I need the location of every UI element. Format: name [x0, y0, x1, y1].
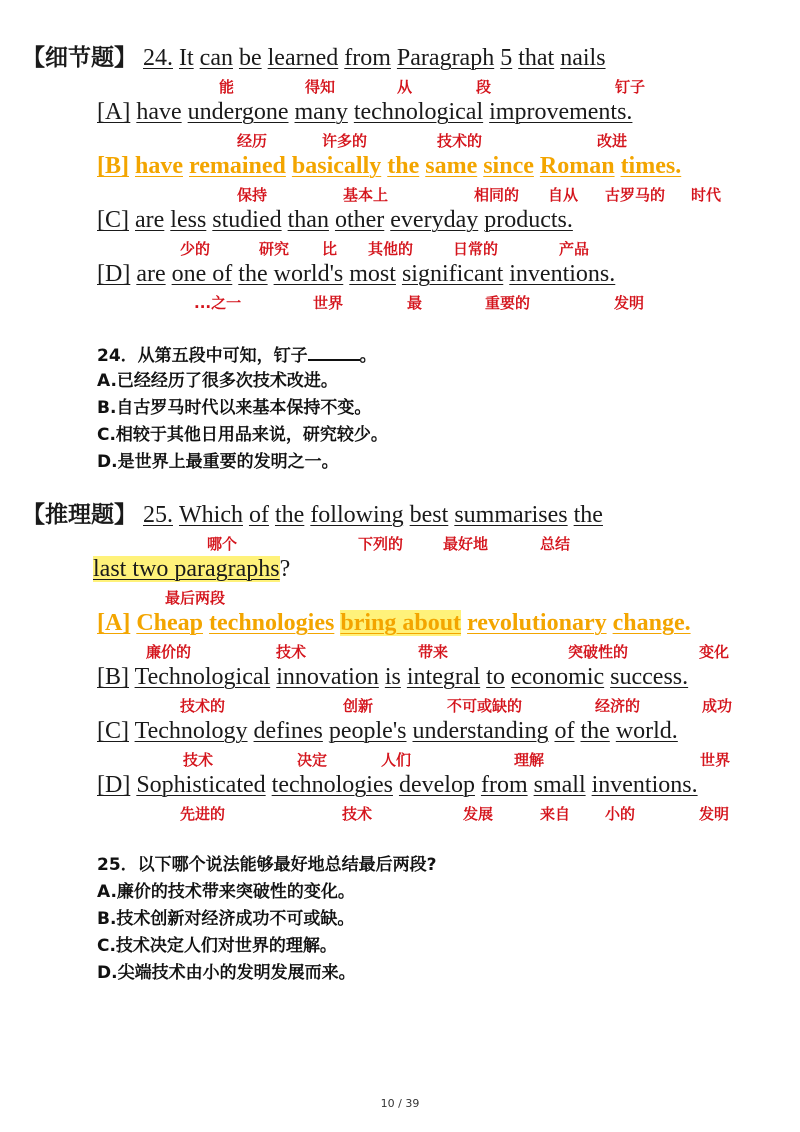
word: than	[287, 207, 329, 233]
gloss: 技术	[276, 643, 307, 661]
gloss: 改进	[597, 132, 628, 150]
word: studied	[212, 207, 282, 233]
question-mark: ?	[279, 556, 291, 582]
gloss: 能	[219, 78, 235, 96]
word: understanding	[412, 718, 549, 744]
word: inventions.	[509, 261, 616, 287]
gloss: 比	[322, 240, 338, 258]
q24-translation-stem	[97, 343, 377, 367]
word: develop	[398, 772, 475, 798]
highlighted-phrase: last two paragraphs	[93, 556, 280, 582]
gloss: 经济的	[595, 697, 641, 715]
word: Technological	[134, 664, 271, 690]
q24-option-d	[97, 260, 615, 288]
word: undergone	[187, 99, 289, 125]
gloss: 先进的	[180, 805, 226, 823]
q25-stem	[22, 501, 603, 529]
word: be	[238, 45, 262, 71]
word: other	[334, 207, 385, 233]
q24-stem	[22, 44, 606, 72]
gloss: 世界	[700, 751, 731, 769]
word: people's	[328, 718, 407, 744]
option-label: [C]	[97, 718, 129, 744]
gloss: 突破性的	[568, 643, 629, 661]
word: technologies	[209, 610, 335, 636]
gloss: 最好地	[443, 535, 489, 553]
word: Roman	[539, 153, 615, 179]
q25-tag: 【推理题】	[22, 502, 137, 528]
word: It	[179, 45, 194, 71]
word: of	[248, 502, 269, 528]
word: success.	[610, 664, 689, 690]
word: from	[344, 45, 391, 71]
word: from	[480, 772, 528, 798]
gloss: 研究	[259, 240, 290, 258]
word: everyday	[390, 207, 479, 233]
q24-translation-c: C.相较于其他日用品来说，研究较少。	[97, 425, 388, 445]
gloss: 世界	[313, 294, 344, 312]
q24-option-c	[97, 206, 573, 234]
word: Paragraph	[396, 45, 495, 71]
q24-translation-b: B.自古罗马时代以来基本保持不变。	[97, 398, 372, 418]
word: following	[310, 502, 404, 528]
gloss: 许多的	[322, 132, 368, 150]
gloss: 重要的	[485, 294, 531, 312]
gloss: 从	[397, 78, 413, 96]
word: Technology	[134, 718, 248, 744]
gloss: 哪个	[207, 535, 238, 553]
option-label: [B]	[97, 153, 129, 179]
gloss: 自从	[548, 186, 579, 204]
word: to	[486, 664, 505, 690]
word: technological	[353, 99, 484, 125]
q24-tag: 【细节题】	[22, 45, 137, 71]
gloss: 不可或缺的	[447, 697, 523, 715]
gloss: 最	[407, 294, 423, 312]
word: is	[384, 664, 401, 690]
text: 。	[359, 346, 377, 366]
word: revolutionary	[467, 610, 607, 636]
word: summarises	[454, 502, 568, 528]
word: inventions.	[591, 772, 698, 798]
word: of	[554, 718, 575, 744]
gloss: 成功	[702, 697, 733, 715]
q25-translation-b: B.技术创新对经济成功不可或缺。	[97, 909, 355, 929]
word: have	[136, 99, 182, 125]
option-label: [B]	[97, 664, 129, 690]
word: significant	[401, 261, 504, 287]
gloss: 人们	[381, 751, 412, 769]
word: that	[518, 45, 555, 71]
page-number: 10 / 39	[380, 1097, 420, 1110]
option-label: [D]	[97, 261, 131, 287]
word: world.	[615, 718, 678, 744]
q25-option-c	[97, 717, 678, 745]
gloss: 经历	[237, 132, 268, 150]
word: economic	[510, 664, 605, 690]
word: small	[533, 772, 586, 798]
word: Cheap	[136, 610, 204, 636]
gloss: ...之一	[194, 294, 242, 312]
word: remained	[189, 153, 286, 179]
gloss: 发明	[614, 294, 645, 312]
word: less	[170, 207, 207, 233]
gloss: 产品	[559, 240, 590, 258]
gloss: 得知	[305, 78, 336, 96]
word: 24.	[143, 45, 173, 71]
gloss: 技术	[342, 805, 373, 823]
gloss: 段	[476, 78, 492, 96]
q24-option-b	[97, 152, 681, 180]
gloss: 技术	[183, 751, 214, 769]
gloss: 基本上	[343, 186, 389, 204]
gloss: 廉价的	[146, 643, 192, 661]
word: are	[135, 207, 165, 233]
gloss: 带来	[418, 643, 449, 661]
gloss: 钉子	[615, 78, 646, 96]
word: the	[274, 502, 305, 528]
gloss: 变化	[699, 643, 730, 661]
gloss: 来自	[540, 805, 571, 823]
q25-option-d	[97, 771, 698, 799]
word: basically	[291, 153, 382, 179]
word: since	[483, 153, 534, 179]
q24-option-a	[97, 98, 632, 126]
option-label: [A]	[97, 99, 131, 125]
gloss: 最后两段	[165, 589, 226, 607]
gloss: 技术的	[180, 697, 226, 715]
q24-translation-a: A.已经经历了很多次技术改进。	[97, 371, 338, 391]
q25-translation-c: C.技术决定人们对世界的理解。	[97, 936, 337, 956]
answer-blank	[308, 343, 360, 361]
word: Sophisticated	[136, 772, 266, 798]
word: integral	[406, 664, 481, 690]
option-label: [A]	[97, 610, 131, 636]
gloss: 总结	[540, 535, 571, 553]
word: 25.	[143, 502, 173, 528]
word: 5	[500, 45, 513, 71]
word: world's	[273, 261, 344, 287]
gloss: 时代	[691, 186, 722, 204]
option-label: [D]	[97, 772, 131, 798]
word: change.	[612, 610, 691, 636]
q25-translation-d: D.尖端技术由小的发明发展而来。	[97, 963, 356, 983]
word: the	[573, 502, 603, 528]
gloss: 其他的	[368, 240, 414, 258]
word: technologies	[271, 772, 393, 798]
text: 24．从第五段中可知，钉子	[97, 346, 308, 366]
q25-translation-a: A.廉价的技术带来突破性的变化。	[97, 882, 355, 902]
word: nails	[560, 45, 606, 71]
highlighted-phrase: bring about	[340, 610, 462, 636]
gloss: 理解	[514, 751, 545, 769]
gloss: 古罗马的	[605, 186, 666, 204]
q24-translation-d: D.是世界上最重要的发明之一。	[97, 452, 339, 472]
word: Which	[179, 502, 243, 528]
word: have	[135, 153, 183, 179]
gloss: 决定	[297, 751, 328, 769]
q25-option-a	[97, 609, 691, 637]
word: best	[409, 502, 449, 528]
gloss: 小的	[605, 805, 636, 823]
q25-option-b	[97, 663, 688, 691]
word: same	[425, 153, 478, 179]
gloss: 少的	[180, 240, 211, 258]
word: the	[580, 718, 610, 744]
word: the	[238, 261, 268, 287]
gloss: 相同的	[474, 186, 520, 204]
word: defines	[253, 718, 323, 744]
q25-stem-continued	[93, 555, 290, 583]
gloss: 下列的	[358, 535, 404, 553]
word: are	[136, 261, 166, 287]
word: products.	[484, 207, 573, 233]
gloss: 保持	[237, 186, 268, 204]
option-label: [C]	[97, 207, 129, 233]
gloss: 日常的	[453, 240, 499, 258]
gloss: 创新	[343, 697, 374, 715]
word: most	[349, 261, 396, 287]
word: innovation	[276, 664, 379, 690]
word: many	[294, 99, 348, 125]
word: times.	[620, 153, 682, 179]
word: can	[199, 45, 233, 71]
word: the	[387, 153, 420, 179]
word: one of	[171, 261, 233, 287]
gloss: 技术的	[437, 132, 483, 150]
word: learned	[267, 45, 339, 71]
gloss: 发明	[699, 805, 730, 823]
q25-translation-stem: 25．以下哪个说法能够最好地总结最后两段?	[97, 855, 437, 875]
gloss: 发展	[463, 805, 494, 823]
word: improvements.	[489, 99, 633, 125]
